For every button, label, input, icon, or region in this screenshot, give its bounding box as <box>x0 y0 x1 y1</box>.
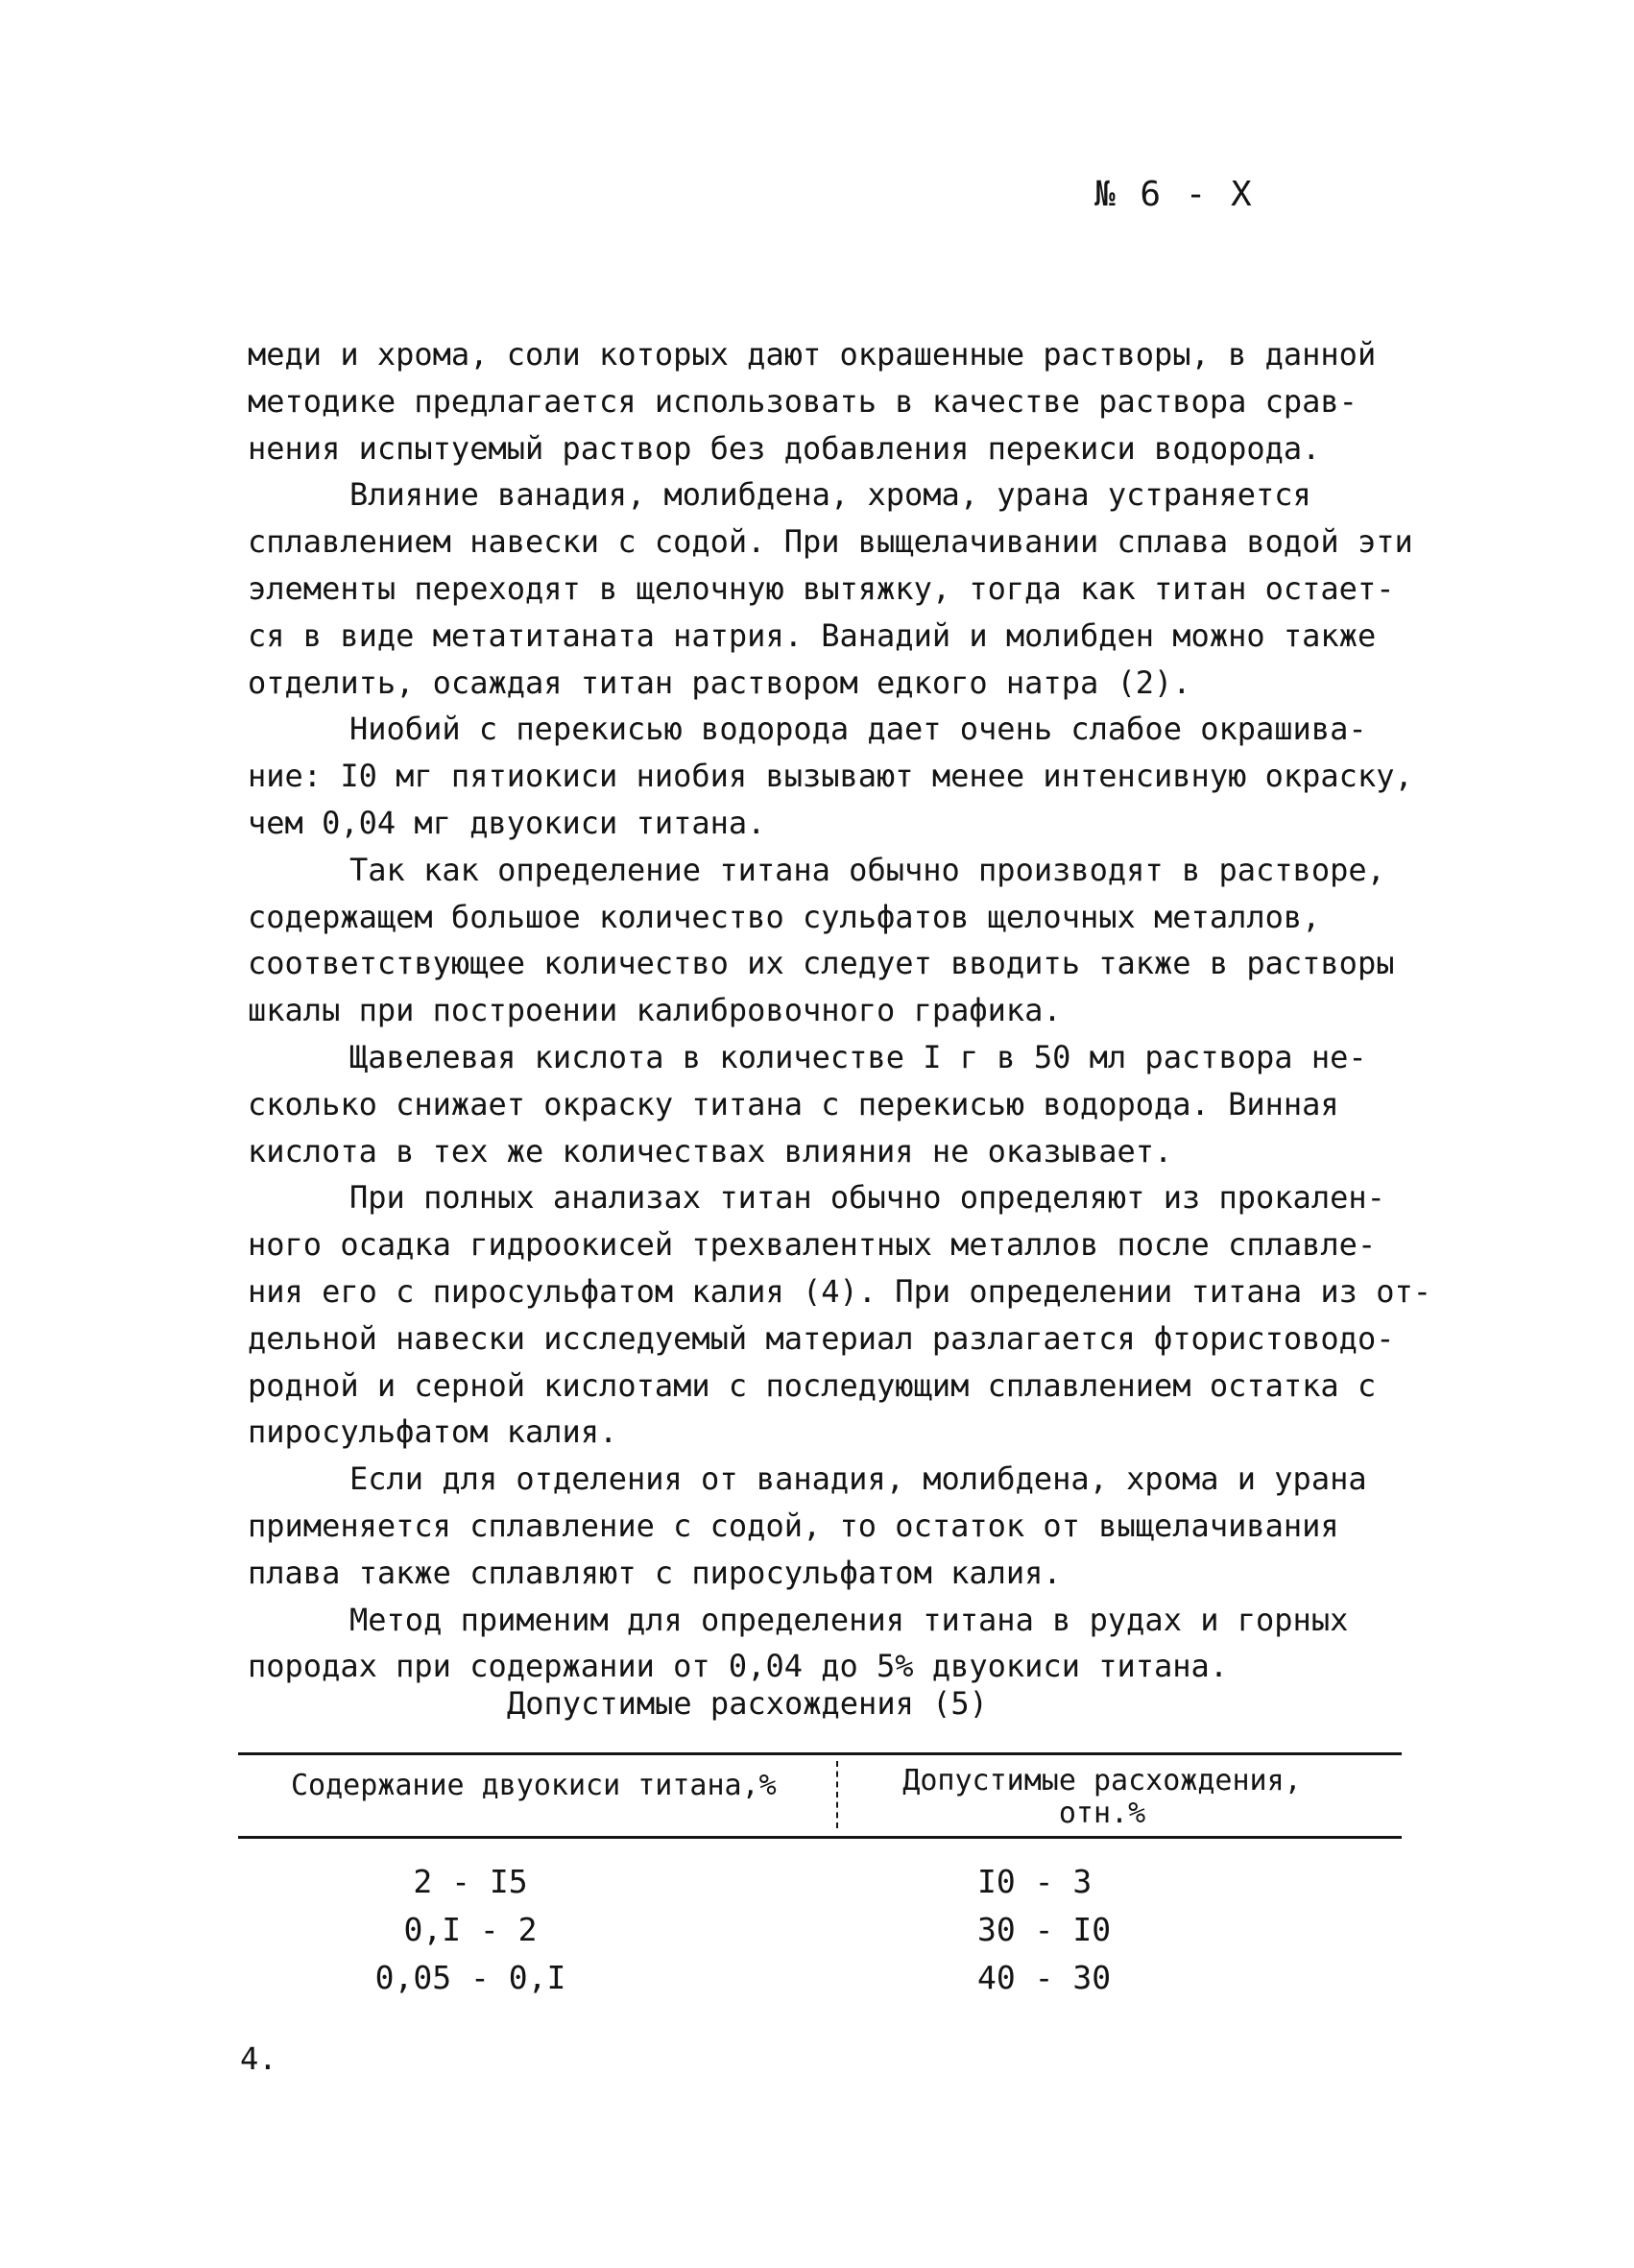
text-line: Метод применим для определения титана в рудах и горных <box>349 1601 1349 1638</box>
cell-content: 2 - I5 <box>413 1863 528 1900</box>
text-line: плава также сплавляют с пиросульфатом калия. <box>248 1554 1062 1591</box>
text-line: дельной навески исследуемый материал разлагается фтористоводо- <box>248 1319 1395 1357</box>
table-header <box>238 1755 1402 1836</box>
text-line: шкалы при построении калибровочного графика. <box>248 992 1062 1029</box>
text-line: При полных анализах титан обычно определяют из прокален- <box>349 1179 1385 1217</box>
text-line: породах при содержании от 0,04 до 5% двуокиси титана. <box>248 1648 1229 1685</box>
cell-deviation: 40 - 30 <box>977 1959 1112 1996</box>
text-line: ного осадка гидроокисей трехвалентных металлов после сплавле- <box>248 1226 1377 1264</box>
cell-deviation: I0 - 3 <box>977 1863 1093 1900</box>
text-line: родной и серной кислотами с последующим сплавлением остатка с <box>248 1366 1377 1404</box>
column-header-deviation-line2: отн.% <box>1058 1797 1146 1830</box>
text-line: применяется сплавление с содой, то остаток от выщелачивания <box>248 1507 1339 1544</box>
tolerance-table <box>238 1752 1402 2002</box>
text-line: пиросульфатом калия. <box>248 1413 618 1451</box>
column-header-deviation-line1: Допустимые расхождения, <box>902 1764 1302 1798</box>
text-line: ния его с пиросульфатом калия (4). При определении титана из от- <box>248 1272 1431 1310</box>
document-number: № 6 - X <box>1094 175 1254 214</box>
text-line: чем 0,04 мг двуокиси титана. <box>248 804 766 841</box>
text-line: соответствующее количество их следует вводить также в растворы <box>248 945 1395 982</box>
column-header-deviation <box>877 1765 1328 1830</box>
text-line: нения испытуемый раствор без добавления перекиси водорода. <box>248 429 1321 467</box>
text-line: ние: I0 мг пятиокиси ниобия вызывают менее интенсивную окраску, <box>248 758 1413 795</box>
text-line: меди и хрома, соли которых дают окрашенные растворы, в данной <box>248 336 1377 373</box>
cell-deviation: 30 - I0 <box>977 1911 1112 1948</box>
table-row <box>238 1858 1402 1906</box>
cell-content: 0,05 - 0,I <box>374 1959 566 1996</box>
table-row <box>238 1906 1402 1954</box>
text-line: Влияние ванадия, молибдена, хрома, урана устраняется <box>349 476 1311 514</box>
text-line: Щавелевая кислота в количестве I г в 50 мл раствора не- <box>349 1038 1367 1075</box>
text-line: методике предлагается использовать в качестве раствора срав- <box>248 382 1358 420</box>
text-line: Ниобий с перекисью водорода дает очень слабое окрашива- <box>349 711 1367 748</box>
text-line: элементы переходят в щелочную вытяжку, тогда как титан остает- <box>248 569 1395 607</box>
cell-content: 0,I - 2 <box>403 1911 538 1948</box>
text-line: Если для отделения от ванадия, молибдена, хрома и урана <box>349 1460 1367 1498</box>
text-line: отделить, осаждая титан раствором едкого натра (2). <box>248 664 1191 701</box>
body-text <box>248 331 1431 1690</box>
text-line: кислота в тех же количествах влияния не оказывает. <box>248 1132 1173 1170</box>
table-row <box>238 1954 1402 2002</box>
table-caption: Допустимые расхождения (5) <box>507 1685 988 1722</box>
column-divider <box>836 1761 838 1828</box>
text-line: содержащем большое количество сульфатов щелочных металлов, <box>248 898 1321 935</box>
text-line: ся в виде метатитаната натрия. Ванадий и молибден можно также <box>248 616 1377 654</box>
text-line: сколько снижает окраску титана с перекисью водорода. Винная <box>248 1085 1339 1122</box>
page-number: 4. <box>240 2040 277 2077</box>
text-line: сплавлением навески с содой. При выщелачивании сплава водой эти <box>248 523 1413 561</box>
table-body <box>238 1839 1402 2002</box>
text-line: Так как определение титана обычно производят в растворе, <box>349 851 1385 888</box>
column-header-content: Содержание двуокиси титана,% <box>291 1769 777 1802</box>
